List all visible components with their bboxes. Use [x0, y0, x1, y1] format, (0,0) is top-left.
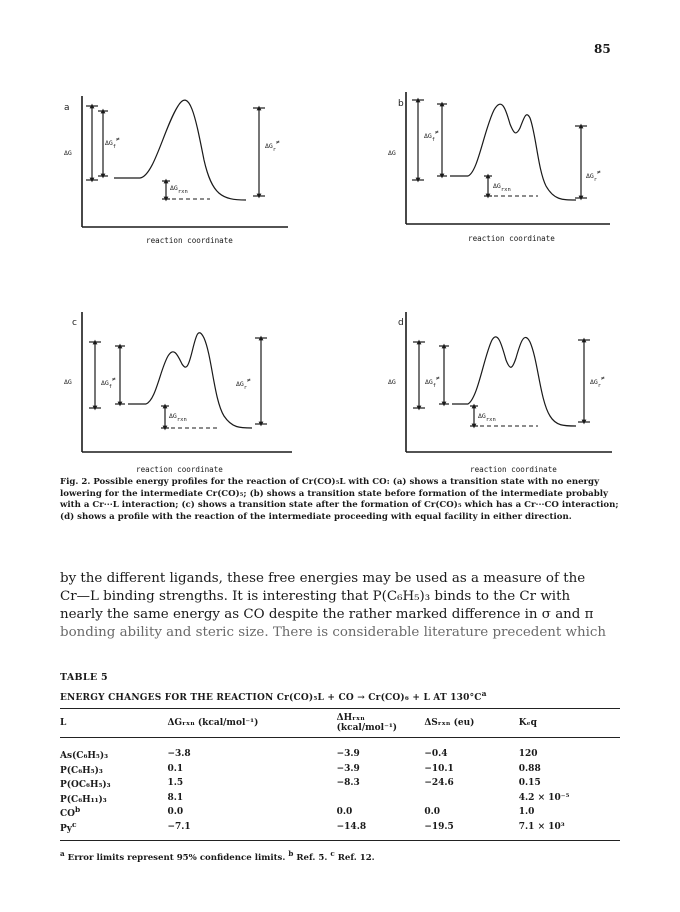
panel-b — [398, 92, 610, 224]
cell-ligand: P(C₆H₅)₃ — [60, 765, 103, 776]
table-footnotes: $^a$ Error limits represent 95% confidence limits. $^b$ Ref. 5. $^c$ Ref. 12. — [60, 849, 375, 863]
cell-dg: −7.1 — [167, 821, 191, 832]
panel-a-dgf-label: $\Delta G_f\ne$ — [105, 136, 120, 150]
cell-ligand: As(C₆H₅)₃ — [60, 751, 109, 761]
panel-a-dg-label: ΔG — [64, 149, 72, 157]
cell-ligand: $CO^b$ — [60, 805, 81, 819]
body-line-3: nearly the same energy as CO despite the rather marked difference in σ and π — [60, 607, 594, 622]
header-dh: ΔHᵣₓₙ (kcal/mol⁻¹) — [336, 713, 398, 733]
body-line-2: Cr—L binding strengths. It is interesting that P(C₆H₅)₃ binds to the Cr with — [60, 589, 571, 604]
cell-dg: 0.0 — [167, 807, 184, 817]
table-row — [60, 776, 620, 791]
panel-b-dg-label: ΔG — [388, 149, 396, 157]
cell-keq: 1.0 — [518, 807, 535, 817]
panel-a-dgrxn-label: $\Delta G_{rxn}$ — [170, 184, 188, 195]
header-ds: ΔSᵣₓₙ (eu) — [424, 718, 475, 728]
cell-dh: 0.0 — [336, 807, 353, 817]
cell-keq: 120 — [518, 749, 538, 759]
panel-letter-a: a — [64, 103, 70, 113]
table-label: TABLE 5 — [60, 672, 108, 683]
cell-dh: −14.8 — [336, 821, 367, 832]
cell-dg: −3.8 — [167, 749, 191, 759]
table-row — [60, 738, 620, 762]
cell-dh: −8.3 — [336, 778, 360, 788]
header-dg: ΔGᵣₓₙ (kcal/mol⁻¹) — [167, 718, 259, 728]
cell-dg: 8.1 — [167, 792, 184, 803]
table-row — [60, 762, 620, 777]
body-line-4: bonding ability and steric size. There is considerable literature precedent which — [60, 625, 607, 640]
cell-dg: 0.1 — [167, 763, 184, 774]
cell-dh — [337, 791, 425, 806]
panel-letter-d: d — [398, 318, 404, 328]
panel-c-dgr-label: $\Delta G_r\ne$ — [236, 377, 251, 391]
panel-d-dgr-label: $\Delta G_r\ne$ — [590, 375, 605, 389]
panel-c-dg-label: ΔG — [64, 378, 72, 386]
panel-d-energy-curve — [452, 337, 576, 426]
table-row — [60, 820, 620, 841]
body-paragraph — [60, 570, 620, 642]
page-number: 85 — [594, 42, 611, 56]
panel-d-xlabel: reaction coordinate — [470, 465, 557, 474]
cell-ds: 0.0 — [424, 807, 440, 817]
panel-b-energy-curve — [450, 104, 576, 200]
energy-changes-table — [60, 708, 620, 841]
panel-a-xlabel: reaction coordinate — [146, 236, 233, 245]
cell-keq: 0.15 — [518, 778, 541, 788]
table-title: ENERGY CHANGES FOR THE REACTION Cr(CO)₅L + CO → Cr(CO)₆ + L AT $130^\circ C^a$ — [60, 689, 487, 703]
cell-keq: 4.2 × 10⁻⁵ — [518, 792, 570, 803]
cell-ds: −0.4 — [424, 749, 448, 759]
panel-a — [64, 96, 288, 227]
body-line-1: by the different ligands, these free energies may be used as a measure of the — [60, 571, 586, 586]
cell-ligand: P(C₆H₁₁)₃ — [60, 794, 107, 805]
figure-caption: Fig. 2. Possible energy profiles for the reaction of Cr(CO)₅L with CO: (a) shows a transition state with no energy lowering for the intermediate Cr(CO)₅; (b) shows a transition state before formation of the intermediate probably with a Cr···L interaction; (c) shows a transition state after the formation of Cr(CO)₅ which has a Cr···CO interaction; (d) shows a profile with the reaction of the intermediate proceeding with equal facility in either direction. — [60, 477, 619, 522]
cell-ligand: P(OC₆H₅)₃ — [60, 780, 111, 790]
panel-a-energy-curve — [114, 100, 246, 200]
cell-dg: 1.5 — [167, 778, 184, 788]
cell-keq: 7.1 × 10³ — [518, 821, 565, 832]
cell-keq: 0.88 — [518, 763, 541, 774]
panel-d-dgrxn-label: $\Delta G_{rxn}$ — [478, 412, 496, 423]
panel-c-xlabel: reaction coordinate — [136, 465, 223, 474]
panel-b-dgrxn-label: $\Delta G_{rxn}$ — [493, 182, 511, 193]
panel-a-dgr-label: $\Delta G_r\ne$ — [265, 139, 280, 153]
table-row — [60, 791, 620, 806]
panel-c-energy-curve — [128, 333, 252, 428]
header-ligand: L — [60, 718, 67, 728]
table-row — [60, 805, 620, 820]
cell-ligand: Py$^c$ — [60, 819, 77, 834]
table-5 — [60, 672, 620, 863]
panel-b-dgr-label: $\Delta G_r\ne$ — [586, 169, 601, 183]
panel-d-dg-label: ΔG — [388, 378, 396, 386]
cell-dh: −3.9 — [336, 763, 360, 774]
cell-ds — [424, 791, 518, 806]
cell-ds: −19.5 — [424, 821, 454, 832]
cell-ds: −10.1 — [424, 763, 454, 774]
panel-d-dgf-label: $\Delta G_f\ne$ — [425, 375, 440, 389]
panel-c-dgf-label: $\Delta G_f\ne$ — [101, 376, 116, 390]
panel-c-dgrxn-label: $\Delta G_{rxn}$ — [169, 412, 187, 423]
table-header-row — [60, 709, 620, 738]
panel-letter-c: c — [72, 318, 77, 328]
cell-ds: −24.6 — [424, 778, 454, 788]
panel-b-dgf-label: $\Delta G_f\ne$ — [424, 129, 439, 143]
panel-letter-b: b — [398, 99, 404, 109]
cell-dh: −3.9 — [336, 749, 360, 759]
panel-b-xlabel: reaction coordinate — [468, 234, 555, 243]
header-keq: Kₑq — [518, 718, 537, 728]
